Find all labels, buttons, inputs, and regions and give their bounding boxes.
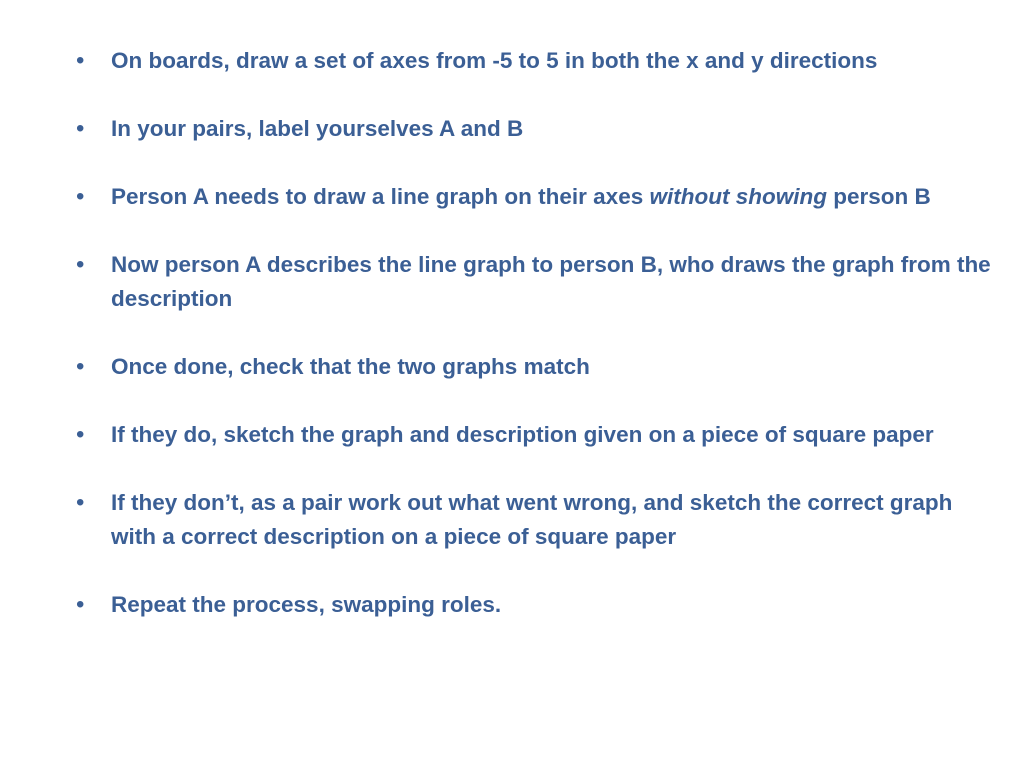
bullet-text: If they don’t, as a pair work out what went wrong, and sketch the correct graph with a correct description on a piece of square paper (111, 490, 953, 549)
bullet-item (76, 588, 996, 622)
bullet-icon: • (76, 591, 85, 618)
bullet-icon: • (76, 47, 85, 74)
bullet-icon: • (76, 353, 85, 380)
bullet-text: On boards, draw a set of axes from -5 to 5 in both the x and y directions (111, 48, 878, 73)
bullet-text-emphasis: without showing (649, 184, 827, 209)
bullet-text (111, 184, 931, 209)
bullet-item (76, 350, 996, 384)
bullet-item (76, 44, 996, 78)
bullet-item (76, 248, 996, 316)
bullet-icon: • (76, 489, 85, 516)
bullet-icon: • (76, 421, 85, 448)
bullet-text: Once done, check that the two graphs match (111, 354, 590, 379)
bullet-list (76, 44, 996, 622)
bullet-item (76, 112, 996, 146)
bullet-text: If they do, sketch the graph and description given on a piece of square paper (111, 422, 934, 447)
bullet-text-after: person B (826, 184, 931, 209)
bullet-text: Now person A describes the line graph to person B, who draws the graph from the description (111, 252, 991, 311)
bullet-icon: • (76, 183, 85, 210)
bullet-item (76, 486, 996, 554)
bullet-item (76, 180, 996, 214)
bullet-icon: • (76, 251, 85, 278)
bullet-item (76, 418, 996, 452)
bullet-text: Repeat the process, swapping roles. (111, 592, 502, 617)
bullet-icon: • (76, 115, 85, 142)
bullet-text-before: Person A needs to draw a line graph on their axes (111, 184, 650, 209)
bullet-text: In your pairs, label yourselves A and B (111, 116, 524, 141)
